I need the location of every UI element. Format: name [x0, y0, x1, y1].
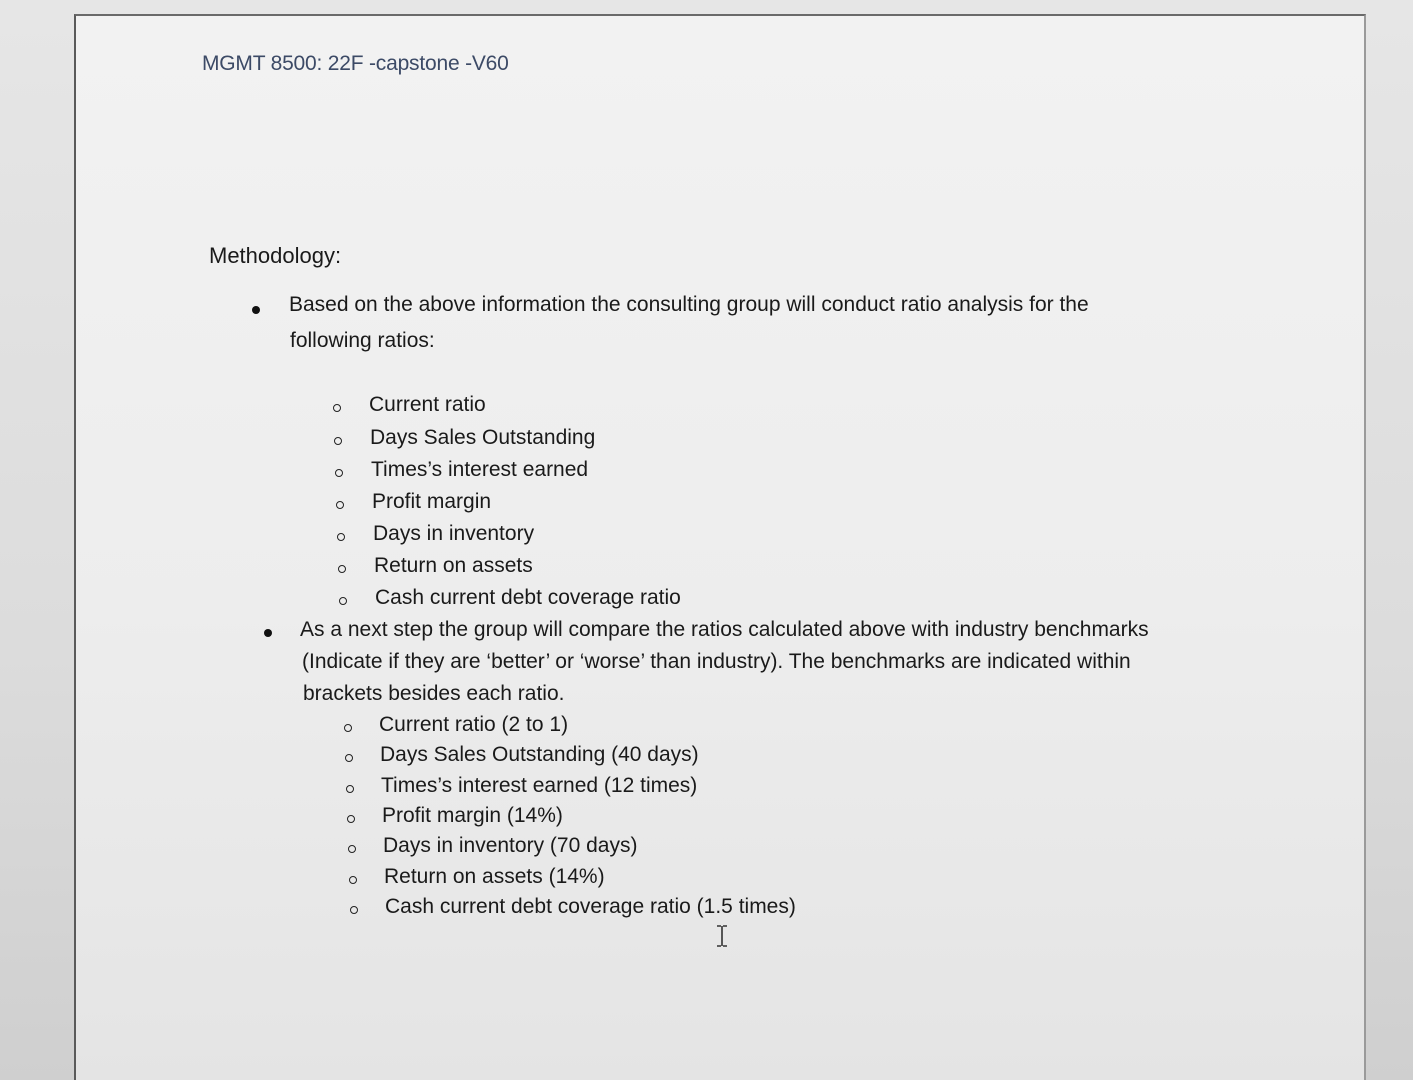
sub-bullet-icon: [345, 754, 353, 762]
sub-bullet-icon: [348, 845, 356, 853]
sub-bullet-icon: [347, 815, 355, 823]
list-item: Days Sales Outstanding (40 days): [380, 743, 699, 766]
document-page[interactable]: [74, 14, 1366, 1080]
sub-bullet-icon: [333, 404, 341, 412]
sub-bullet-icon: [334, 437, 342, 445]
list-item: Times’s interest earned: [371, 458, 589, 481]
bullet-1-icon: [252, 306, 260, 314]
sub-bullet-icon: [350, 906, 358, 914]
sub-bullet-icon: [346, 785, 354, 793]
list-item: Current ratio: [369, 393, 486, 416]
list-item: Profit margin (14%): [382, 804, 563, 827]
list-item: Return on assets: [374, 554, 533, 577]
sub-bullet-icon: [337, 533, 345, 541]
bullet-1-line-1: Based on the above information the consulting group will conduct ratio analysis for the: [289, 293, 1089, 316]
list-item: Cash current debt coverage ratio (1.5 times): [385, 895, 796, 918]
list-item: Cash current debt coverage ratio: [375, 586, 681, 609]
bullet-2-line-2: (Indicate if they are ‘better’ or ‘worse’ than industry). The benchmarks are indicated within: [302, 650, 1131, 673]
list-item: Return on assets (14%): [384, 865, 605, 888]
list-item: Times’s interest earned (12 times): [381, 774, 698, 797]
bullet-2-line-1: As a next step the group will compare the ratios calculated above with industry benchmarks: [300, 618, 1149, 641]
methodology-heading: Methodology:: [209, 243, 342, 268]
list-item: Days Sales Outstanding: [370, 426, 596, 449]
list-item: Days in inventory: [373, 522, 535, 545]
sub-bullet-icon: [336, 501, 344, 509]
bullet-1-line-2: following ratios:: [290, 329, 435, 352]
sub-bullet-icon: [339, 597, 347, 605]
list-item: Days in inventory (70 days): [383, 834, 638, 857]
bullet-2-line-3: brackets besides each ratio.: [303, 682, 565, 705]
list-item: Profit margin: [372, 490, 492, 513]
bullet-2-icon: [264, 629, 272, 637]
sub-bullet-icon: [335, 469, 343, 477]
list-item: Current ratio (2 to 1): [379, 713, 569, 736]
document-header: MGMT 8500: 22F -capstone -V60: [202, 52, 509, 75]
sub-bullet-icon: [344, 724, 352, 732]
text-cursor-icon: [715, 924, 729, 948]
sub-bullet-icon: [338, 565, 346, 573]
sub-bullet-icon: [349, 876, 357, 884]
